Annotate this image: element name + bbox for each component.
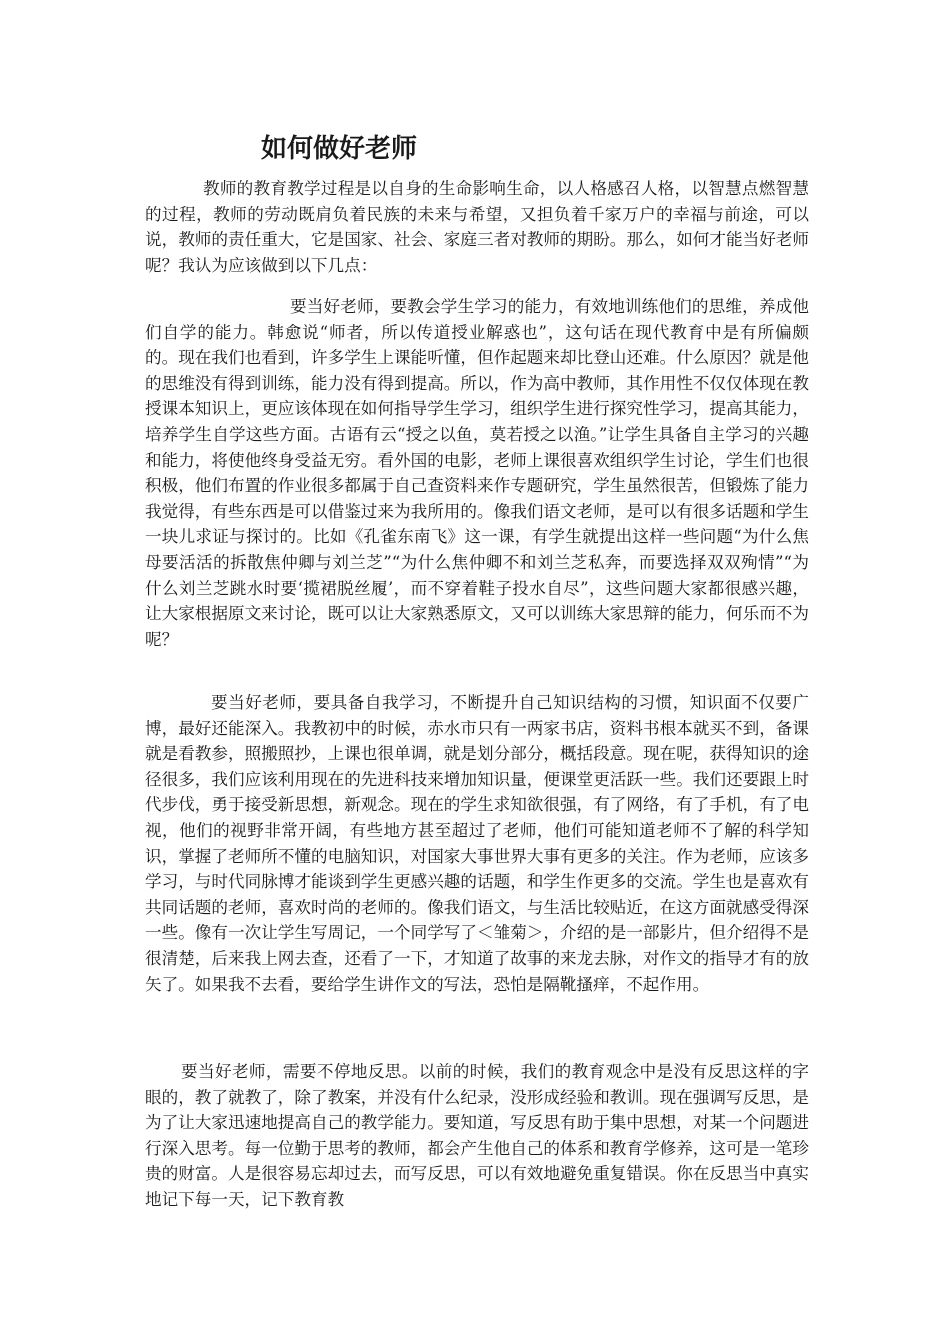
paragraph-reflection: 要当好老师，需要不停地反思。以前的时候，我们的教育观念中是没有反思这样的字眼的，教了就教了，除了教案，并没有什么纪录，没形成经验和教训。现在强调写反思，是为了让大家迅速地提高自己的教学能力。要知道，写反思有助于集中思想，对某一个问题进行深入思考。每一位勤于思考的教师，都会产生他自己的体系和教育学修养，这可是一笔珍贵的财富。人是很容易忘却过去，而写反思，可以有效地避免重复错误。你在反思当中真实地记下每一天，记下教育教 [145,1062,809,1209]
paragraph-intro: 教师的教育教学过程是以自身的生命影响生命，以人格感召人格，以智慧点燃智慧的过程，教师的劳动既肩负着民族的未来与希望，又担负着千家万户的幸福与前途，可以说，教师的责任重大，它是国家、社会、家庭三者对教师的期盼。那么，如何才能当好老师呢？我认为应该做到以下几点： [145,179,809,275]
paragraph-self-learning: 要当好老师，要具备自我学习，不断提升自己知识结构的习惯，知识面不仅要广博，最好还能深入。我教初中的时候，赤水市只有一两家书店，资料书根本就买不到，备课就是看教参，照搬照抄，上课也很单调，就是划分部分，概括段意。现在呢，获得知识的途径很多，我们应该利用现在的先进科技来增加知识量，便课堂更活跃一些。我们还要跟上时代步伐，勇于接受新思想，新观念。现在的学生求知欲很强，有了网络，有了手机，有了电视，他们的视野非常开阔，有些地方甚至超过了老师，他们可能知道老师不了解的科学知识，掌握了老师所不懂的电脑知识，对国家大事世界大事有更多的关注。作为老师，应该多学习，与时代同脉博才能谈到学生更感兴趣的话题，和学生作更多的交流。学生也是喜欢有共同话题的老师，喜欢时尚的老师的。像我们语文，与生活比较贴近，在这方面就感受得深一些。像有一次让学生写周记，一个同学写了＜雏菊＞，介绍的是一部影片，但介绍得不是很清楚，后来我上网去查，还看了一下，才知道了故事的来龙去脉，对作文的指导才有的放矢了。如果我不去看，要给学生讲作文的写法，恐怕是隔靴搔痒，不起作用。 [145,693,809,994]
document-title: 如何做好老师 [261,134,418,164]
paragraph-teach-learning-ability: 要当好老师，要教会学生学习的能力，有效地训练他们的思维，养成他们自学的能力。韩愈说“师者，所以传道授业解惑也”，这句话在现代教育中是有所偏颇的。现在我们也看到，许多学生上课能听懂，但作起题来却比登山还难。什么原因？就是他的思维没有得到训练，能力没有得到提高。所以，作为高中教师，其作用性不仅仅体现在教授课本知识上，更应该体现在如何指导学生学习，组织学生进行探究性学习，提高其能力，培养学生自学这些方面。古语有云“授之以鱼，莫若授之以渔。”让学生具备自主学习的兴趣和能力，将使他终身受益无穷。看外国的电影，老师上课很喜欢组织学生讨论，学生们也很积极，他们布置的作业很多都属于自己查资料来作专题研究，学生虽然很苦，但锻炼了能力我觉得，有些东西是可以借鉴过来为我所用的。像我们语文老师，是可以有很多话题和学生一块儿求证与探讨的。比如《孔雀东南飞》这一课，有学生就提出这样一些问题“为什么焦母要活活的拆散焦仲卿与刘兰芝”“为什么焦仲卿不和刘兰芝私奔，而要选择双双殉情”“为什么刘兰芝跳水时要‘揽裙脱丝履’，而不穿着鞋子投水自尽”，这些问题大家都很感兴趣，让大家根据原文来讨论，既可以让大家熟悉原文，又可以训练大家思辩的能力，何乐而不为呢？ [145,297,809,649]
